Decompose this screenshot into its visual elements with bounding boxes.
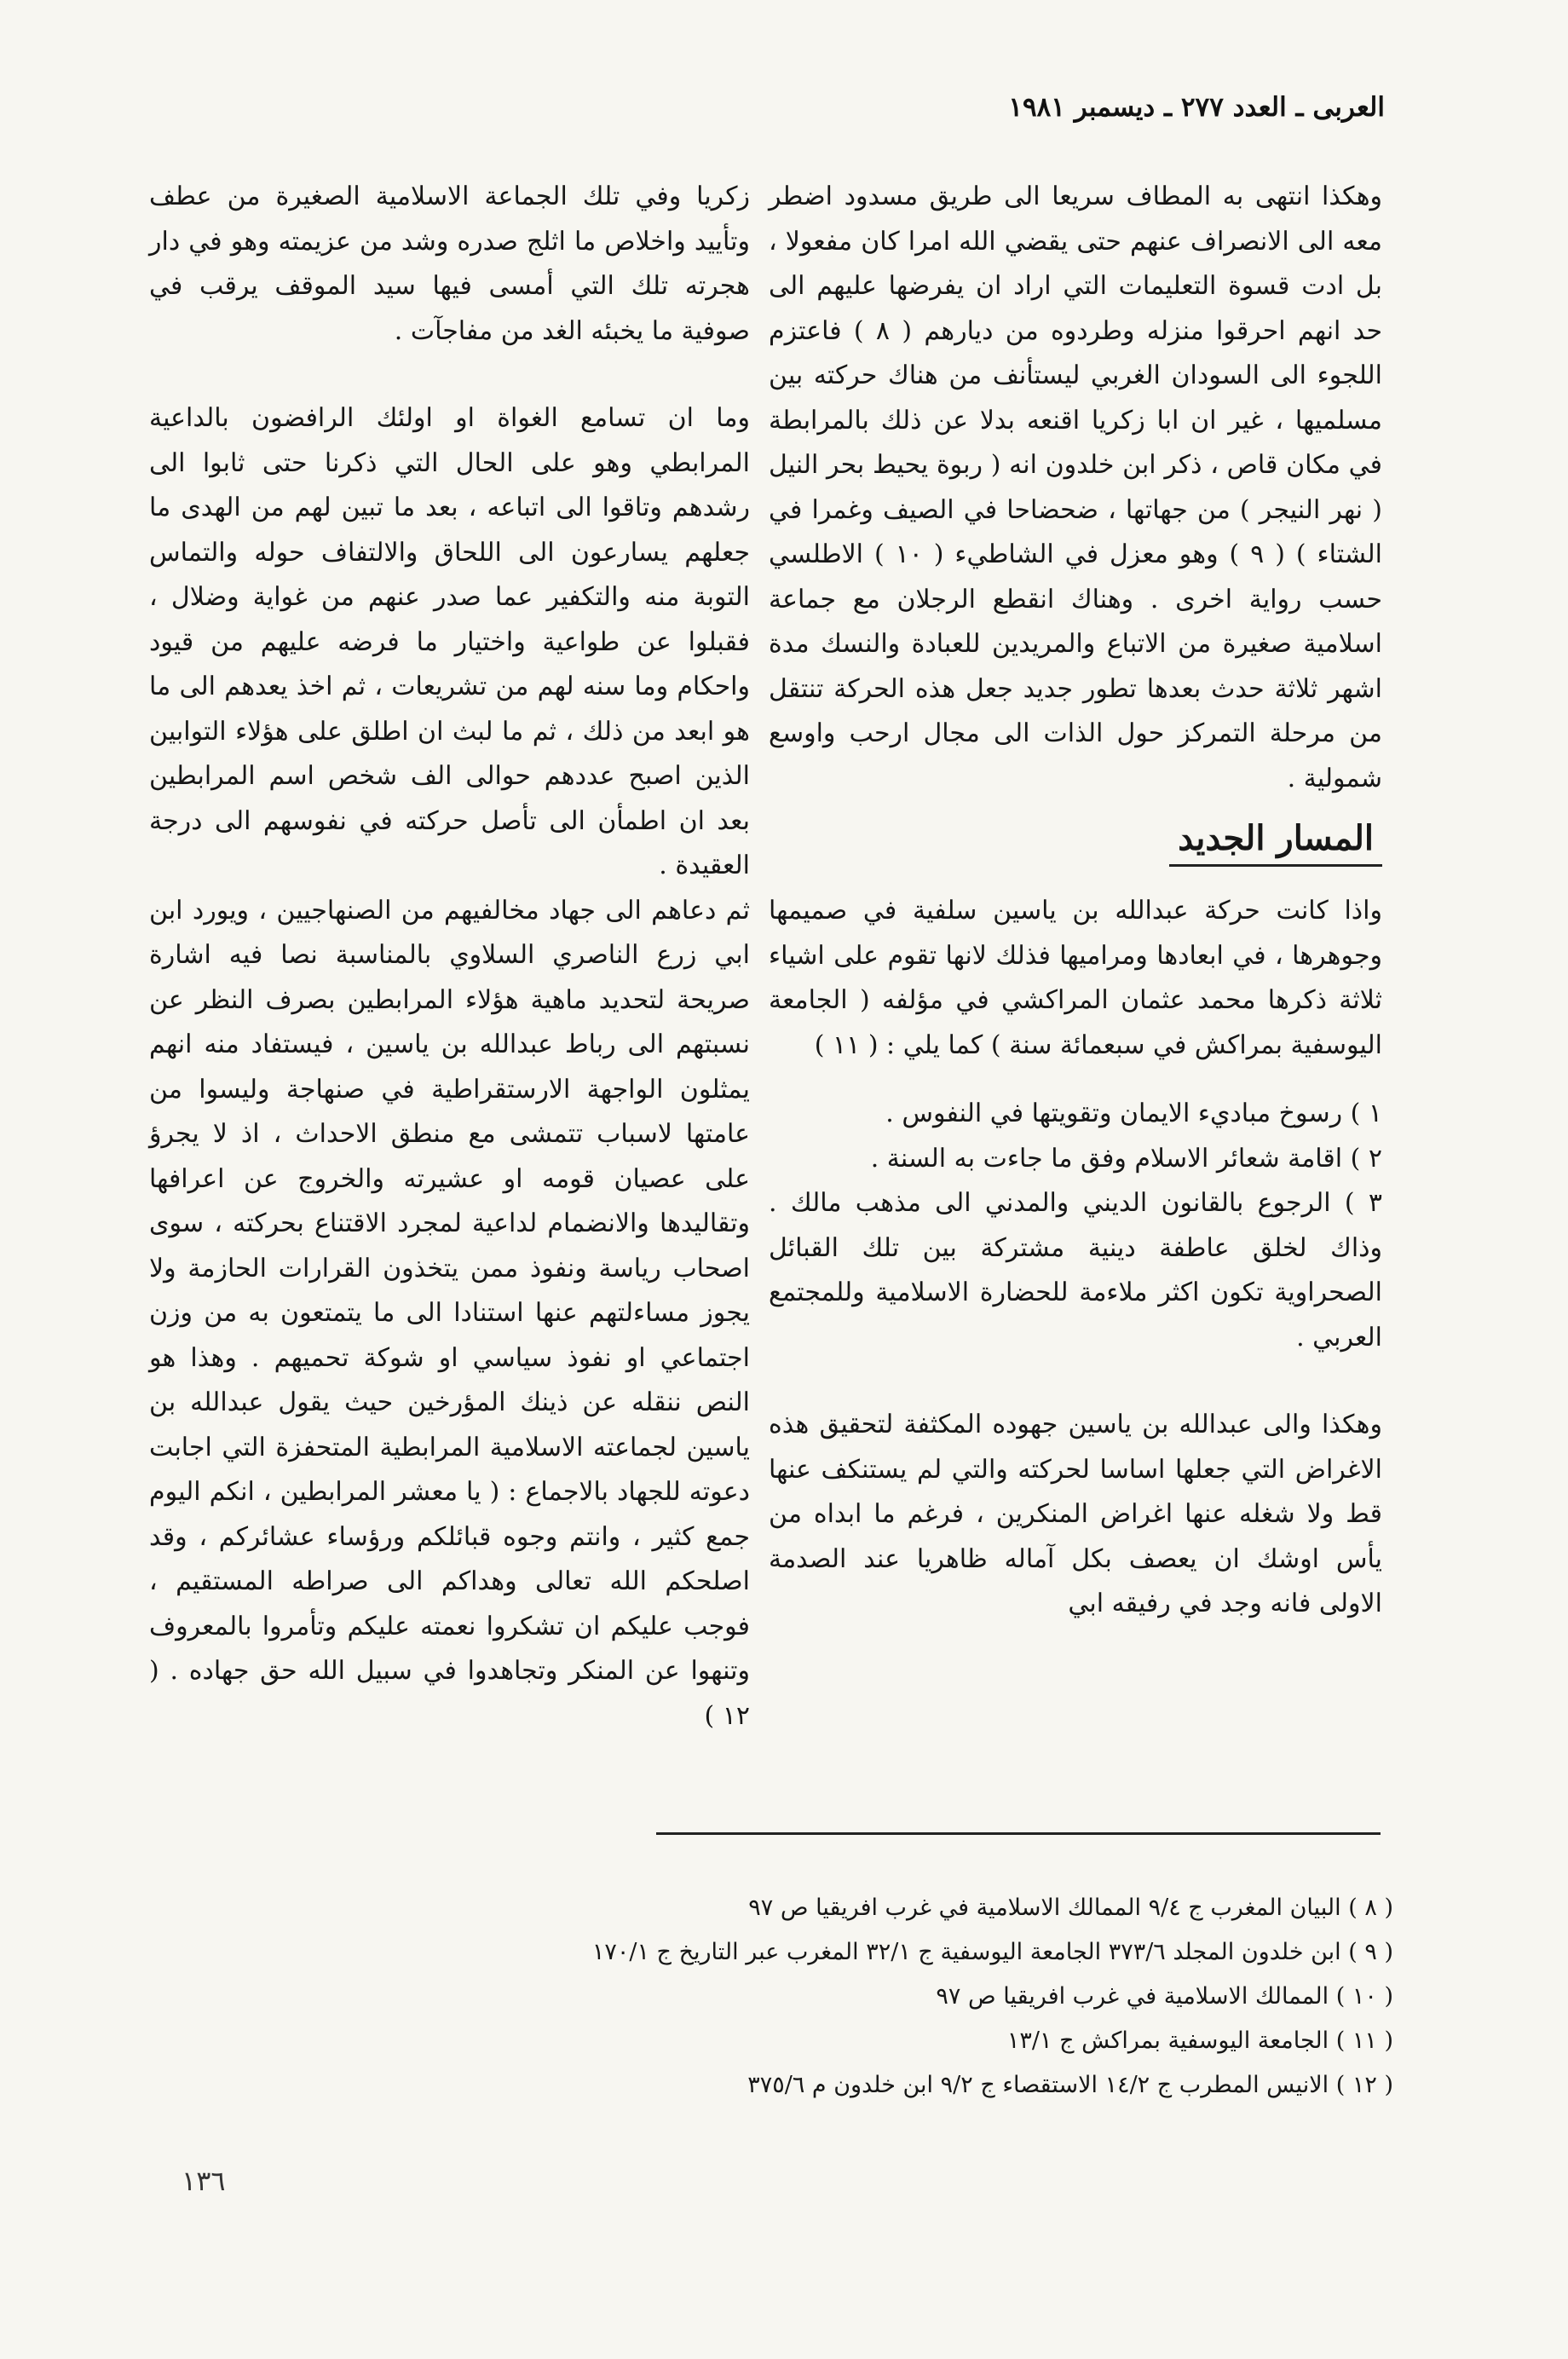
list-item: ٣ ) الرجوع بالقانون الديني والمدني الى مذهب مالك . وذاك لخلق عاطفة دينية مشتركة بين تلك القبائل الصحراوية تكون اكثر ملاءمة للحضارة الاسلامية وللمجتمع العربي .: [769, 1188, 1382, 1353]
running-head: العربى ـ العدد ٢٧٧ ـ ديسمبر ١٩٨١: [1008, 92, 1385, 123]
footnote: ( ١٠ ) الممالك الاسلامية في غرب افريقيا ص ٩٧: [936, 1983, 1393, 2010]
paragraph: وهكذا انتهى به المطاف سريعا الى طريق مسدود اضطر معه الى الانصراف عنهم حتى يقضي الله امرا كان مفعولا ، بل ادت قسوة التعليمات التي اراد ان يفرضها عليهم الى حد انهم احرقوا منزله وطردوه من ديارهم ( ٨ ) فاعتزم اللجوء الى السودان الغربي ليستأنف من هناك حركته بين مسلميها ، غير ان ابا زكريا اقنعه بدلا عن ذلك بالمرابطة في مكان قاص ، ذكر ابن خلدون انه ( ربوة يحيط بحر النيل ( نهر النيجر ) من جهاتها ، ضحضاحا في الصيف وغمرا في الشتاء ) ( ٩ ) وهو معزل في الشاطيء ( ١٠ ) الاطلسي حسب رواية اخرى . وهناك انقطع الرجلان مع جماعة اسلامية صغيرة من الاتباع والمريدين للعبادة والنسك مدة اشهر ثلاثة حدث بعدها تطور جديد جعل هذه الحركة تنتقل من مرحلة التمركز حول الذات الى مجال ارحب واوسع شمولية .: [769, 182, 1383, 793]
paragraph: وما ان تسامع الغواة او اولئك الرافضون بالداعية المرابطي وهو على الحال التي ذكرنا حتى ثابوا الى رشدهم وتاقوا الى اتباعه ، بعد ما تبين لهم من الهدى ما جعلهم يسارعون الى اللحاق والالتفاف حوله والتماس التوبة منه والتكفير عما صدر عنهم من غواية وضلال ، فقبلوا عن طواعية واختيار ما فرضه عليهم من قيود واحكام وما سنه لهم من تشريعات ، ثم اخذ يعدهم الى ما هو ابعد من ذلك ، ثم ما لبث ان اطلق على هؤلاء التوابين الذين اصبح عددهم حوالى الف شخص اسم المرابطين بعد ان اطمأن الى تأصل حركته في نفوسهم الى درجة العقيدة .: [149, 403, 750, 880]
footnote: ( ٨ ) البيان المغرب ج ٩/٤ الممالك الاسلامية في غرب افريقيا ص ٩٧: [748, 1895, 1393, 1921]
section-title-text: المسار الجديد: [1169, 813, 1382, 867]
paragraph: ثم دعاهم الى جهاد مخالفيهم من الصنهاجيين ، ويورد ابن ابي زرع الناصري السلاوي بالمناسبة نصا فيه اشارة صريحة لتحديد ماهية هؤلاء المرابطين بصرف النظر عن نسبتهم الى رباط عبدالله بن ياسين ، فيستفاد منه انهم يمثلون الواجهة الارستقراطية في صنهاجة وليسوا من عامتها لاسباب تتمشى مع منطق الاحداث ، اذ لا يجرؤ على عصيان قومه او عشيرته والخروج عن اعرافها وتقاليدها والانضمام لداعية لمجرد الاقتناع بحركته ، سوى اصحاب رياسة ونفوذ ممن يتخذون القرارات الحازمة ولا يجوز مساءلتهم عنها استنادا الى ما يتمتعون به من وزن اجتماعي او نفوذ سياسي او شوكة تحميهم . وهذا هو النص ننقله عن ذينك المؤرخين حيث يقول عبدالله بن ياسين لجماعته الاسلامية المرابطية المتحفزة التي اجابت دعوته للجهاد بالاجماع : ( يا معشر المرابطين ، انكم اليوم جمع كثير ، وانتم وجوه قبائلكم ورؤساء عشائركم ، وقد اصلحكم الله تعالى وهداكم الى صراطه المستقيم ، فوجب عليكم ان تشكروا نعمته عليكم وتأمروا بالمعروف وتنهوا عن المنكر وتجاهدوا في سبيل الله حق جهاده . ( ١٢ ): [149, 895, 750, 1731]
left-column: [149, 175, 750, 1739]
footnote: ( ١١ ) الجامعة اليوسفية بمراكش ج ١٣/١: [1006, 2027, 1393, 2054]
list-item: ٢ ) اقامة شعائر الاسلام وفق ما جاءت به السنة .: [870, 1143, 1382, 1174]
right-column: [769, 175, 1382, 1627]
paragraph: وهكذا والى عبدالله بن ياسين جهوده المكثفة لتحقيق هذه الاغراض التي جعلها اساسا لحركته والتي لم يستنكف عنها قط ولا شغله عنها اغراض المنكرين ، فرغم ما ابداه من يأس اوشك ان يعصف بكل آماله ظاهريا عند الصدمة الاولى فانه وجد في رفيقه ابي: [769, 1410, 1382, 1618]
paragraph: واذا كانت حركة عبدالله بن ياسين سلفية في صميمها وجوهرها ، في ابعادها ومراميها فذلك لانها تقوم على اشياء ثلاثة ذكرها محمد عثمان المراكشي في مؤلفه ( الجامعة اليوسفية بمراكش في سبعمائة سنة ) كما يلي : ( ١١ ): [769, 896, 1382, 1060]
list-item: ١ ) رسوخ مباديء الايمان وتقويتها في النفوس .: [885, 1099, 1382, 1128]
page-number: ١٣٦: [182, 2165, 226, 2197]
spacer: [769, 1360, 1382, 1403]
spacer: [769, 1068, 1382, 1092]
section-title: [769, 813, 1382, 867]
footnote-divider: [656, 1832, 1381, 1835]
spacer: [149, 354, 750, 396]
footnote: ( ٩ ) ابن خلدون المجلد ٣٧٣/٦ الجامعة اليوسفية ج ٣٢/١ المغرب عبر التاريخ ج ١٧٠/١: [591, 1939, 1393, 1965]
footnote: ( ١٢ ) الانيس المطرب ج ١٤/٢ الاستقصاء ج ٩/٢ ابن خلدون م ٣٧٥/٦: [747, 2072, 1393, 2098]
paragraph: زكريا وفي تلك الجماعة الاسلامية الصغيرة من عطف وتأييد واخلاص ما اثلج صدره وشد من عزيمته وهو في دار هجرته تلك التي أمسى فيها سيد الموقف يرقب في صوفية ما يخبئه الغد من مفاجآت .: [149, 182, 750, 346]
footnotes: [285, 1886, 1393, 2108]
